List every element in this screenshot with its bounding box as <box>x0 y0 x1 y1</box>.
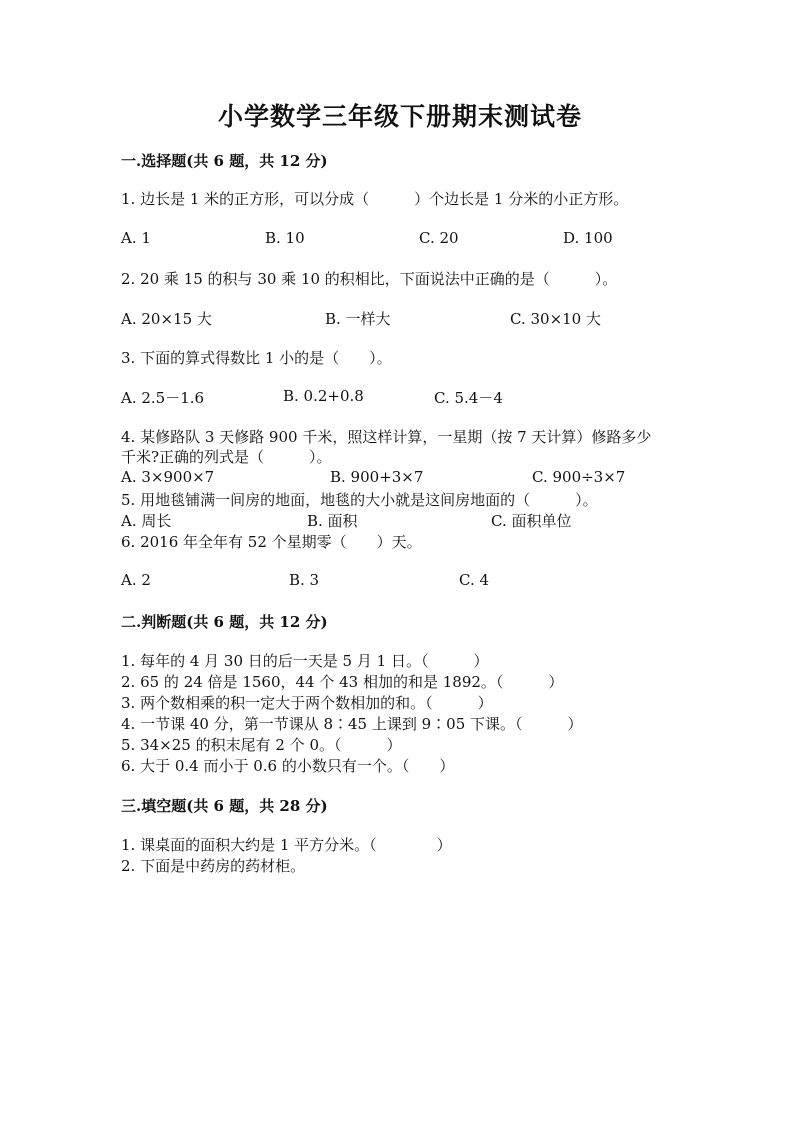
question-text: 2. 下面是中药房的药材柜。 <box>121 857 306 875</box>
option: C. 20 <box>419 229 459 247</box>
option: C. 面积单位 <box>491 512 572 530</box>
option: A. 20×15 大 <box>121 310 212 328</box>
section-heading-fill-in: 三.填空题(共 6 题，共 28 分) <box>121 797 328 815</box>
question-text: 2. 20 乘 15 的积与 30 乘 10 的积相比，下面说法中正确的是（ ）。 <box>121 270 618 288</box>
question-text: 5. 34×25 的积末尾有 2 个 0。（ ） <box>121 736 402 754</box>
question-text: 4. 某修路队 3 天修路 900 千米，照这样计算，一星期（按 7 天计算）修路多少 <box>121 428 652 446</box>
option: C. 30×10 大 <box>510 310 601 328</box>
question-text: 2. 65 的 24 倍是 1560，44 个 43 相加的和是 1892。（ ） <box>121 673 564 691</box>
question-text: 5. 用地毯铺满一间房的地面，地毯的大小就是这间房地面的（ ）。 <box>121 491 598 509</box>
option: C. 5.4－4 <box>434 389 503 407</box>
question-text: 6. 2016 年全年有 52 个星期零（ ）天。 <box>121 533 422 551</box>
page-title: 小学数学三年级下册期末测试卷 <box>217 102 582 131</box>
question-text: 1. 课桌面的面积大约是 1 平方分米。（ ） <box>121 836 452 854</box>
option: A. 1 <box>121 229 151 247</box>
section-heading-choice: 一.选择题(共 6 题，共 12 分) <box>121 152 328 170</box>
option: A. 2 <box>121 571 151 589</box>
option: A. 3×900×7 <box>121 468 215 486</box>
question-text: 1. 边长是 1 米的正方形，可以分成（ ）个边长是 1 分米的小正方形。 <box>121 190 629 208</box>
question-text: 千米?正确的列式是（ ）。 <box>121 448 332 466</box>
option: A. 周长 <box>121 512 172 530</box>
option: C. 900÷3×7 <box>532 468 626 486</box>
question-text: 1. 每年的 4 月 30 日的后一天是 5 月 1 日。（ ） <box>121 652 489 670</box>
option: C. 4 <box>459 571 490 589</box>
question-text: 3. 两个数相乘的积一定大于两个数相加的和。（ ） <box>121 694 493 712</box>
option: A. 2.5－1.6 <box>121 389 205 407</box>
option: B. 900+3×7 <box>330 468 424 486</box>
section-heading-true-false: 二.判断题(共 6 题，共 12 分) <box>121 613 328 631</box>
question-text: 3. 下面的算式得数比 1 小的是（ ）。 <box>121 349 392 367</box>
option: B. 3 <box>289 571 320 589</box>
option: B. 面积 <box>307 512 358 530</box>
option: B. 0.2+0.8 <box>283 387 364 405</box>
option: D. 100 <box>563 229 613 247</box>
question-text: 4. 一节课 40 分，第一节课从 8∶45 上课到 9∶05 下课。（ ） <box>121 715 583 733</box>
question-text: 6. 大于 0.4 而小于 0.6 的小数只有一个。（ ） <box>121 757 455 775</box>
option: B. 10 <box>265 229 305 247</box>
option: B. 一样大 <box>325 310 391 328</box>
